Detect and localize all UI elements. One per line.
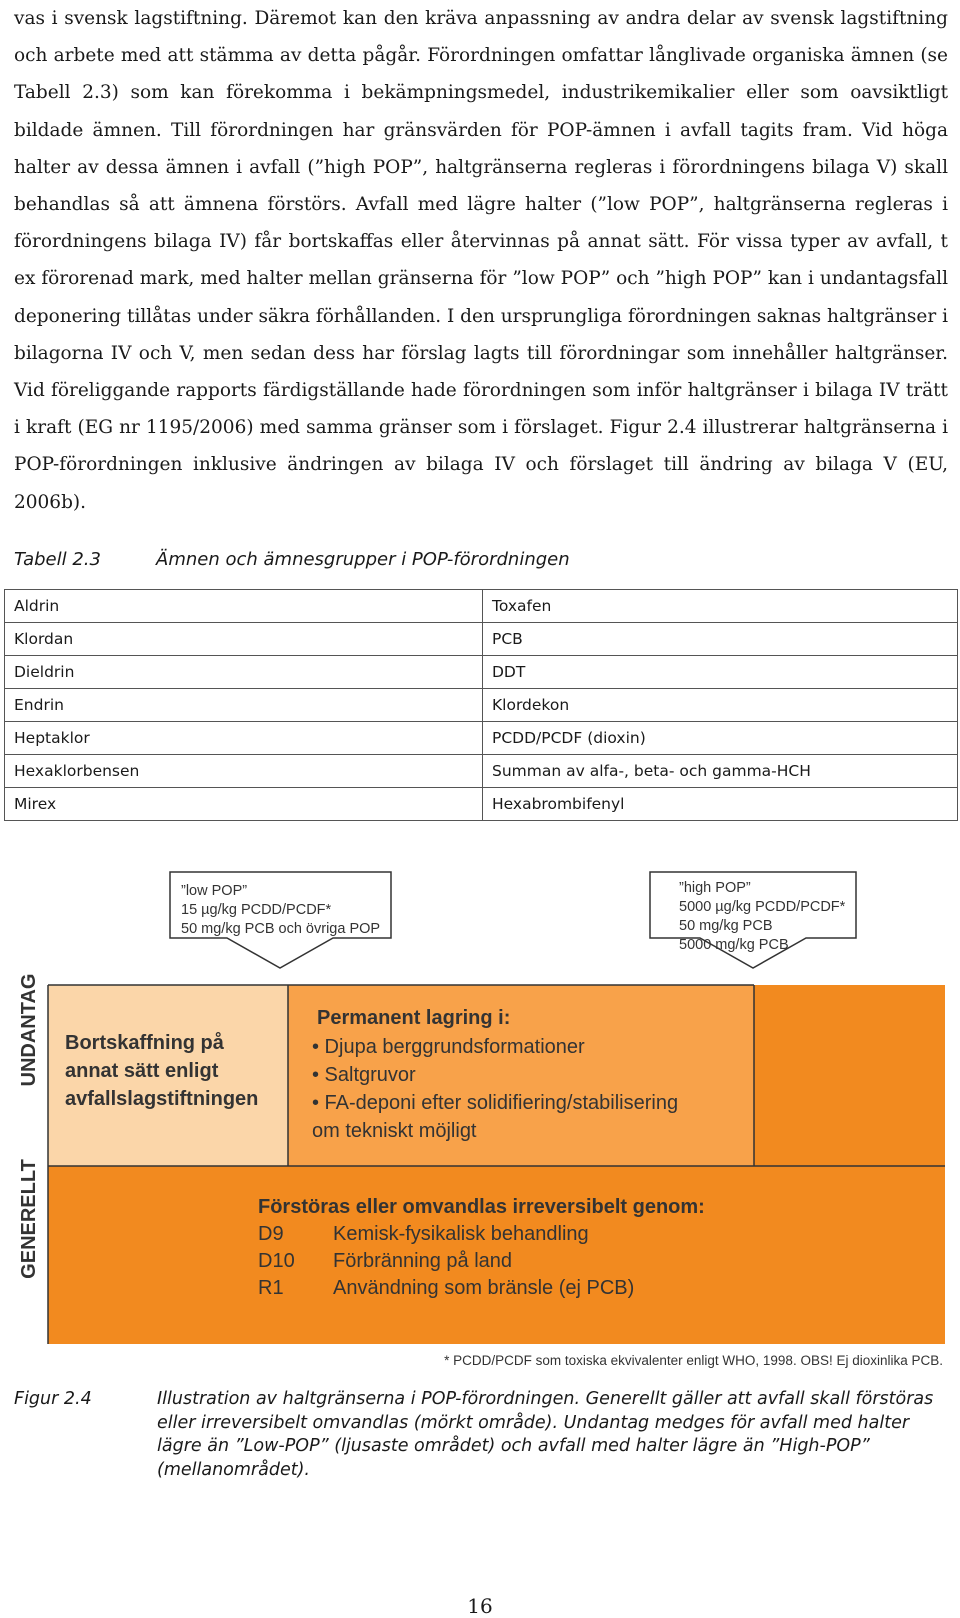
table-cell: Hexaklorbensen <box>5 755 483 788</box>
table-row <box>5 689 958 722</box>
table-row <box>5 722 958 755</box>
table-cell: Dieldrin <box>5 656 483 689</box>
table-cell: Toxafen <box>483 590 958 623</box>
high-pop-line: 5000 µg/kg PCDD/PCDF* <box>679 899 846 915</box>
table-cell: DDT <box>483 656 958 689</box>
low-pop-line: ”low POP” <box>181 883 248 899</box>
table-cell: PCB <box>483 623 958 656</box>
table-row <box>5 590 958 623</box>
bottom-item-text: Förbränning på land <box>333 1250 513 1272</box>
bottom-code: D9 <box>258 1223 284 1245</box>
high-pop-line: ”high POP” <box>679 880 751 896</box>
table-row <box>5 623 958 656</box>
low-pop-line: 15 µg/kg PCDD/PCDF* <box>181 902 332 918</box>
table-cell: Aldrin <box>5 590 483 623</box>
mid-box-title: Permanent lagring i: <box>317 1007 511 1029</box>
table-title: Ämnen och ämnesgrupper i POP-förordningen <box>156 549 570 570</box>
bottom-item-text: Användning som bränsle (ej PCB) <box>333 1277 635 1299</box>
figure-label: Figur 2.4 <box>14 1389 92 1409</box>
mid-item: • Djupa berggrundsformationer <box>312 1036 585 1058</box>
generellt-label: GENERELLT <box>18 1159 40 1279</box>
body-text <box>14 0 948 521</box>
table-row <box>5 656 958 689</box>
table-cell: Mirex <box>5 788 483 821</box>
table-cell: Summan av alfa-, beta- och gamma-HCH <box>483 755 958 788</box>
mid-item: om tekniskt möjligt <box>312 1120 477 1142</box>
table-row <box>5 755 958 788</box>
table-cell: PCDD/PCDF (dioxin) <box>483 722 958 755</box>
bottom-item-text: Kemisk-fysikalisk behandling <box>333 1223 589 1245</box>
mid-item: • Saltgruvor <box>312 1064 416 1086</box>
body-paragraph: vas i svensk lagstiftning. Däremot kan den kräva anpassning av andra delar av svensk lagstiftning och arbete med att stämma av detta pågår. Förordningen omfattar långlivade organiska ämnen (se Tabell 2.3) som kan förekomma i bekämpningsmedel, industrikemikalier eller som oavsiktligt bildade ämnen. Till förordningen har gränsvärden för POP-ämnen i avfall tagits fram. Vid höga halter av dessa ämnen i avfall (”high POP”, haltgränserna regleras i förordningens bilaga V) skall behandlas så att ämnena förstörs. Avfall med lägre halter (”low POP”, haltgränserna regleras i förordningens bilaga IV) får bortskaffas eller återvinnas på annat sätt. För vissa typer av avfall, t ex förorenad mark, med halter mellan gränserna för ”low POP” och ”high POP” kan i undantagsfall deponering tillåtas under säkra förhållanden. I den ursprungliga förordningen saknas haltgränser i bilagorna IV och V, men sedan dess har förslag lagts till förordningar som innehåller haltgränser. Vid föreliggande rapports färdigställande hade förordningen som inför haltgränser i bilaga IV trätt i kraft (EG nr 1195/2006) med samma gränser som i förslaget. Figur 2.4 illustrerar haltgränserna i POP-förordningen inklusive ändringen av bilaga IV och förslaget till ändring av bilaga V (EU, 2006b). <box>14 8 948 513</box>
bottom-code: D10 <box>258 1250 295 1272</box>
mid-item: • FA-deponi efter solidifiering/stabilisering <box>312 1092 679 1114</box>
light-box-line: avfallslagstiftningen <box>65 1088 259 1110</box>
figure-footnote: * PCDD/PCDF som toxiska ekvivalenter enligt WHO, 1998. OBS! Ej dioxinlika PCB. <box>444 1353 943 1368</box>
table-row <box>5 788 958 821</box>
figure-caption: Illustration av haltgränserna i POP-förordningen. Generellt gäller att avfall skall förstöras eller irreversibelt omvandlas (mörkt område). Undantag medges för avfall med halter lägre än ”Low-POP” (ljusaste området) och avfall med halter lägre än ”High-POP” (mellanområdet). <box>157 1389 934 1480</box>
dark-region-upper <box>754 985 945 1166</box>
high-pop-line: 5000 mg/kg PCB <box>679 937 789 953</box>
light-box-line: annat sätt enligt <box>65 1060 219 1082</box>
table-cell: Heptaklor <box>5 722 483 755</box>
pop-limits-figure <box>0 862 960 1372</box>
light-box-line: Bortskaffning på <box>65 1032 224 1054</box>
bottom-code: R1 <box>258 1277 284 1299</box>
substance-table <box>4 589 958 821</box>
table-cell: Endrin <box>5 689 483 722</box>
high-pop-line: 50 mg/kg PCB <box>679 918 773 934</box>
page-number: 16 <box>467 1594 493 1618</box>
table-cell: Klordekon <box>483 689 958 722</box>
undantag-label: UNDANTAG <box>18 973 40 1087</box>
low-pop-line: 50 mg/kg PCB och övriga POP <box>181 921 381 937</box>
table-cell: Klordan <box>5 623 483 656</box>
bottom-title: Förstöras eller omvandlas irreversibelt genom: <box>258 1196 705 1218</box>
table-cell: Hexabrombifenyl <box>483 788 958 821</box>
table-label: Tabell 2.3 <box>14 549 101 570</box>
